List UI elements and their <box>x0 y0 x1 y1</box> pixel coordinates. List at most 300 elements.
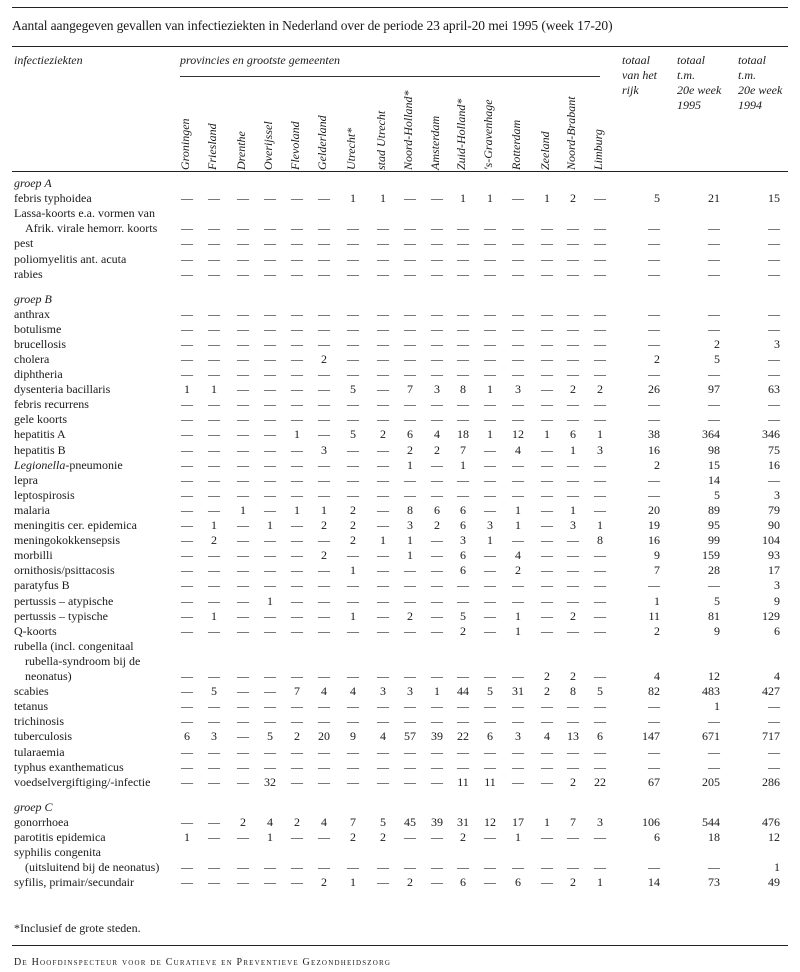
region-value-cell: — <box>318 669 330 683</box>
region-value-cell: — <box>484 397 496 412</box>
region-value-cell: — <box>377 518 389 532</box>
region-value-cell: — <box>291 623 303 638</box>
total-value-cell: — <box>768 714 780 729</box>
region-value-cell: — <box>347 251 359 266</box>
region-value-cell: 2 <box>380 427 386 442</box>
region-value-cell: — <box>594 251 606 266</box>
region-value-cell: — <box>181 251 193 266</box>
group-heading: groep B <box>14 291 52 306</box>
group-heading: groep A <box>14 176 52 190</box>
region-value-cell: — <box>181 744 193 759</box>
region-value-cell: — <box>318 427 330 442</box>
region-value-cell: — <box>318 397 330 412</box>
region-value-cell: — <box>181 457 193 472</box>
region-value-cell: — <box>512 487 524 502</box>
total-value-cell: 671 <box>702 729 720 744</box>
region-value-cell: — <box>431 487 443 502</box>
region-value-cell: — <box>208 191 220 206</box>
region-value-cell: — <box>541 367 553 381</box>
region-value-cell: 7 <box>407 382 413 397</box>
region-value-cell: — <box>347 623 359 638</box>
region-value-cell: — <box>431 563 443 578</box>
region-value-cell: 1 <box>487 533 493 548</box>
region-value-cell: — <box>208 759 220 774</box>
region-value-cell: — <box>181 533 193 548</box>
region-value-cell: — <box>208 669 220 683</box>
region-value-cell: 5 <box>597 684 603 699</box>
region-value-cell: 2 <box>294 729 300 744</box>
region-value-cell: — <box>404 860 416 875</box>
region-value-cell: — <box>264 191 276 206</box>
region-value-cell: 8 <box>407 502 413 517</box>
region-value-cell: 1 <box>544 191 550 206</box>
disease-label: anthrax <box>14 306 50 321</box>
region-value-cell: — <box>567 563 579 578</box>
region-value-cell: — <box>291 457 303 472</box>
total-value-cell: — <box>768 759 780 774</box>
region-value-cell: — <box>181 427 193 442</box>
region-value-cell: — <box>541 875 553 890</box>
region-value-cell: — <box>208 397 220 412</box>
region-value-cell: 1 <box>515 608 521 623</box>
total-value-cell: — <box>648 699 660 714</box>
region-value-cell: — <box>541 578 553 593</box>
totals-column-header-line: totaal <box>622 53 651 67</box>
region-value-cell: — <box>377 774 389 789</box>
provinces-underline <box>180 76 600 77</box>
total-value-cell: 7 <box>654 563 660 578</box>
region-value-cell: 6 <box>487 729 493 744</box>
region-value-cell: — <box>237 382 249 397</box>
table-row <box>0 252 800 267</box>
region-column-header <box>178 100 197 170</box>
region-value-cell: 8 <box>570 684 576 699</box>
region-value-cell: — <box>567 548 579 563</box>
region-value-cell: — <box>237 472 249 487</box>
total-value-cell: — <box>648 578 660 593</box>
region-value-cell: — <box>541 351 553 366</box>
region-value-cell: — <box>264 397 276 412</box>
total-value-cell: — <box>708 578 720 593</box>
region-value-cell: 45 <box>404 814 416 829</box>
total-value-cell: 6 <box>654 829 660 844</box>
region-value-cell: — <box>594 563 606 578</box>
region-value-cell: — <box>264 382 276 397</box>
region-value-cell: — <box>347 699 359 714</box>
region-label: Noord-Brabant <box>564 96 578 170</box>
region-value-cell: — <box>457 266 469 281</box>
total-value-cell: 483 <box>702 684 720 699</box>
region-value-cell: — <box>377 699 389 714</box>
region-column-header <box>481 99 500 170</box>
footer-text: De Hoofdinspecteur voor de Curatieve en Preventieve Gezondheidszorg <box>14 957 392 968</box>
region-value-cell: — <box>541 623 553 638</box>
disease-label: brucellosis <box>14 336 66 351</box>
disease-label: lepra <box>14 472 38 487</box>
region-value-cell: 2 <box>570 669 576 683</box>
region-value-cell: — <box>457 251 469 266</box>
region-value-cell: — <box>484 472 496 487</box>
region-value-cell: — <box>291 191 303 206</box>
total-value-cell: 6 <box>774 623 780 638</box>
total-value-cell: 82 <box>648 684 660 699</box>
region-value-cell: — <box>431 351 443 366</box>
region-value-cell: 6 <box>597 729 603 744</box>
region-value-cell: — <box>237 457 249 472</box>
disease-label: cholera <box>14 351 50 366</box>
region-value-cell: — <box>431 623 443 638</box>
total-value-cell: — <box>768 236 780 251</box>
total-value-cell: 28 <box>708 563 720 578</box>
region-label: Noord-Holland* <box>401 90 415 170</box>
region-value-cell: — <box>264 699 276 714</box>
total-value-cell: 129 <box>762 608 780 623</box>
group-heading-row <box>0 176 800 191</box>
region-value-cell: — <box>541 714 553 729</box>
region-value-cell: — <box>567 472 579 487</box>
region-value-cell: 1 <box>515 829 521 844</box>
table-row <box>0 236 800 251</box>
region-value-cell: — <box>484 548 496 563</box>
region-value-cell: — <box>404 351 416 366</box>
region-value-cell: — <box>404 714 416 729</box>
region-value-cell: — <box>484 457 496 472</box>
region-value-cell: — <box>181 548 193 563</box>
region-value-cell: — <box>264 744 276 759</box>
region-value-cell: 2 <box>380 829 386 844</box>
table-row <box>0 518 800 533</box>
region-value-cell: — <box>264 427 276 442</box>
region-value-cell: — <box>484 860 496 875</box>
region-value-cell: 22 <box>594 774 606 789</box>
region-value-cell: — <box>512 593 524 608</box>
region-label: 's-Gravenhage <box>481 99 495 170</box>
region-value-cell: 32 <box>264 774 276 789</box>
total-value-cell: 106 <box>642 814 660 829</box>
region-value-cell: — <box>484 487 496 502</box>
disease-label: Lassa-koorts e.a. vormen van <box>14 206 155 221</box>
total-value-cell: — <box>708 236 720 251</box>
total-value-cell: — <box>708 412 720 427</box>
table-row-label-line <box>0 654 800 669</box>
region-value-cell: — <box>208 457 220 472</box>
region-value-cell: — <box>594 623 606 638</box>
region-value-cell: 5 <box>267 729 273 744</box>
region-value-cell: — <box>208 875 220 890</box>
total-value-cell: 12 <box>768 829 780 844</box>
region-value-cell: — <box>457 236 469 251</box>
total-value-cell: 89 <box>708 502 720 517</box>
region-value-cell: — <box>377 236 389 251</box>
region-column-header <box>428 100 447 170</box>
total-value-cell: — <box>768 266 780 281</box>
region-value-cell: 6 <box>570 427 576 442</box>
region-value-cell: — <box>484 744 496 759</box>
group-heading: groep C <box>14 799 53 814</box>
region-value-cell: — <box>181 442 193 457</box>
region-value-cell: — <box>208 412 220 427</box>
region-value-cell: 1 <box>184 382 190 397</box>
region-value-cell: — <box>541 744 553 759</box>
table-row <box>0 367 800 382</box>
region-value-cell: — <box>457 321 469 336</box>
region-value-cell: 2 <box>321 548 327 563</box>
disease-label: scabies <box>14 684 49 699</box>
table-row <box>0 221 800 236</box>
region-value-cell: — <box>594 412 606 427</box>
region-value-cell: — <box>291 578 303 593</box>
region-value-cell: — <box>237 442 249 457</box>
region-column-header <box>261 100 280 170</box>
region-value-cell: — <box>181 774 193 789</box>
region-value-cell: 2 <box>544 669 550 683</box>
region-value-cell: 2 <box>350 518 356 532</box>
region-value-cell: 1 <box>487 427 493 442</box>
total-value-cell: 16 <box>648 533 660 548</box>
region-value-cell: — <box>541 442 553 457</box>
table-row <box>0 533 800 548</box>
region-value-cell: 31 <box>512 684 524 699</box>
region-value-cell: — <box>318 221 330 236</box>
region-value-cell: 18 <box>457 427 469 442</box>
total-value-cell: — <box>648 251 660 266</box>
region-value-cell: — <box>181 412 193 427</box>
region-value-cell: — <box>347 351 359 366</box>
region-value-cell: — <box>377 623 389 638</box>
region-value-cell: 6 <box>460 548 466 563</box>
region-value-cell: — <box>431 191 443 206</box>
region-value-cell: 3 <box>597 814 603 829</box>
region-value-cell: — <box>594 860 606 875</box>
region-value-cell: — <box>347 714 359 729</box>
region-value-cell: — <box>404 744 416 759</box>
total-value-cell: 17 <box>768 563 780 578</box>
total-value-cell: 346 <box>762 427 780 442</box>
region-value-cell: 1 <box>544 427 550 442</box>
region-value-cell: 2 <box>321 351 327 366</box>
region-value-cell: — <box>377 266 389 281</box>
region-value-cell: — <box>484 502 496 517</box>
total-value-cell: 75 <box>768 442 780 457</box>
region-value-cell: — <box>208 367 220 381</box>
region-value-cell: 5 <box>211 684 217 699</box>
region-value-cell: 1 <box>515 518 521 532</box>
region-value-cell: — <box>208 306 220 321</box>
disease-label: pertussis – typische <box>14 608 108 623</box>
region-value-cell: — <box>347 412 359 427</box>
region-value-cell: — <box>431 744 443 759</box>
region-value-cell: 2 <box>570 774 576 789</box>
region-value-cell: — <box>181 578 193 593</box>
region-value-cell: — <box>237 608 249 623</box>
total-value-cell: 9 <box>714 623 720 638</box>
region-value-cell: — <box>237 729 249 744</box>
region-value-cell: — <box>404 191 416 206</box>
region-value-cell: — <box>237 306 249 321</box>
region-value-cell: — <box>291 699 303 714</box>
total-value-cell: — <box>648 714 660 729</box>
disease-label: tuberculosis <box>14 729 72 744</box>
region-value-cell: — <box>431 306 443 321</box>
region-value-cell: 44 <box>457 684 469 699</box>
region-value-cell: — <box>318 578 330 593</box>
region-value-cell: — <box>347 442 359 457</box>
region-value-cell: — <box>208 427 220 442</box>
region-column-header <box>288 100 307 170</box>
table-row <box>0 775 800 790</box>
region-value-cell: 11 <box>484 774 496 789</box>
region-value-cell: — <box>512 367 524 381</box>
total-value-cell: — <box>708 266 720 281</box>
region-value-cell: — <box>181 860 193 875</box>
region-value-cell: — <box>512 351 524 366</box>
total-value-cell: 5 <box>714 593 720 608</box>
region-value-cell: — <box>541 336 553 351</box>
region-column-header <box>454 98 473 170</box>
region-value-cell: — <box>377 669 389 683</box>
region-value-cell: — <box>567 336 579 351</box>
total-value-cell: 93 <box>768 548 780 563</box>
region-value-cell: — <box>264 306 276 321</box>
region-value-cell: — <box>318 829 330 844</box>
region-value-cell: — <box>457 351 469 366</box>
region-value-cell: — <box>377 487 389 502</box>
table-row <box>0 503 800 518</box>
region-label: Rotterdam <box>509 119 523 170</box>
region-value-cell: — <box>431 251 443 266</box>
region-value-cell: — <box>484 221 496 236</box>
region-column-header <box>564 96 583 170</box>
region-value-cell: — <box>237 774 249 789</box>
region-value-cell: — <box>291 548 303 563</box>
region-value-cell: 2 <box>460 829 466 844</box>
region-value-cell: — <box>318 382 330 397</box>
region-value-cell: — <box>237 251 249 266</box>
region-value-cell: 1 <box>380 533 386 548</box>
region-value-cell: — <box>404 306 416 321</box>
region-value-cell: 13 <box>567 729 579 744</box>
disease-column-header: infectieziekten <box>14 53 83 67</box>
total-value-cell: — <box>708 321 720 336</box>
total-value-cell: — <box>768 472 780 487</box>
table-row <box>0 699 800 714</box>
region-value-cell: 2 <box>434 442 440 457</box>
region-value-cell: — <box>594 266 606 281</box>
region-value-cell: — <box>347 548 359 563</box>
region-value-cell: — <box>291 221 303 236</box>
region-value-cell: — <box>594 578 606 593</box>
region-value-cell: — <box>181 814 193 829</box>
region-value-cell: 2 <box>321 875 327 890</box>
region-value-cell: — <box>264 875 276 890</box>
region-value-cell: — <box>181 351 193 366</box>
region-value-cell: — <box>567 412 579 427</box>
region-value-cell: 39 <box>431 814 443 829</box>
region-value-cell: — <box>291 744 303 759</box>
region-value-cell: 1 <box>570 442 576 457</box>
region-value-cell: — <box>404 829 416 844</box>
region-value-cell: 2 <box>350 829 356 844</box>
region-value-cell: — <box>377 412 389 427</box>
region-value-cell: — <box>347 457 359 472</box>
region-value-cell: 2 <box>597 382 603 397</box>
region-value-cell: 9 <box>350 729 356 744</box>
total-value-cell: 4 <box>774 669 780 683</box>
region-value-cell: 4 <box>515 548 521 563</box>
region-value-cell: — <box>594 351 606 366</box>
total-value-cell: 544 <box>702 814 720 829</box>
region-value-cell: — <box>567 306 579 321</box>
region-value-cell: 2 <box>407 875 413 890</box>
region-value-cell: 2 <box>570 191 576 206</box>
region-label: Drenthe <box>234 131 248 170</box>
region-value-cell: — <box>181 714 193 729</box>
region-value-cell: — <box>318 367 330 381</box>
region-value-cell: — <box>291 306 303 321</box>
region-value-cell: 3 <box>211 729 217 744</box>
region-value-cell: — <box>594 367 606 381</box>
total-value-cell: 2 <box>654 623 660 638</box>
header-bottom-rule <box>12 171 788 172</box>
region-value-cell: — <box>512 699 524 714</box>
region-value-cell: — <box>431 266 443 281</box>
table-row <box>0 760 800 775</box>
region-value-cell: — <box>594 548 606 563</box>
region-value-cell: 5 <box>350 382 356 397</box>
region-value-cell: — <box>377 367 389 381</box>
disease-label <box>14 458 123 473</box>
region-value-cell: 1 <box>350 191 356 206</box>
region-value-cell: — <box>237 829 249 844</box>
total-value-cell: — <box>708 221 720 236</box>
region-value-cell: — <box>404 669 416 683</box>
region-value-cell: — <box>594 669 606 683</box>
region-value-cell: — <box>377 608 389 623</box>
region-value-cell: — <box>541 472 553 487</box>
table-row-label-line <box>0 639 800 654</box>
region-value-cell: 1 <box>380 191 386 206</box>
region-value-cell: — <box>237 427 249 442</box>
region-value-cell: — <box>567 578 579 593</box>
table-row <box>0 337 800 352</box>
region-value-cell: — <box>347 860 359 875</box>
region-value-cell: — <box>208 814 220 829</box>
region-value-cell: — <box>318 623 330 638</box>
region-value-cell: — <box>431 548 443 563</box>
region-value-cell: — <box>237 236 249 251</box>
disease-label: syphilis congenita <box>14 844 101 859</box>
region-column-header <box>509 100 528 170</box>
region-value-cell: — <box>541 533 553 548</box>
disease-label: morbilli <box>14 548 53 563</box>
region-value-cell: — <box>377 472 389 487</box>
region-value-cell: 1 <box>434 684 440 699</box>
region-value-cell: — <box>181 367 193 381</box>
region-value-cell: — <box>237 518 249 532</box>
region-value-cell: 5 <box>487 684 493 699</box>
region-value-cell: — <box>484 623 496 638</box>
table-row <box>0 307 800 322</box>
region-value-cell: — <box>484 351 496 366</box>
total-value-cell: 476 <box>762 814 780 829</box>
region-value-cell: 1 <box>294 502 300 517</box>
region-value-cell: 5 <box>460 608 466 623</box>
region-value-cell: 3 <box>515 729 521 744</box>
totals-column-header-line: totaal <box>738 53 767 67</box>
region-value-cell: — <box>377 502 389 517</box>
region-value-cell: — <box>541 548 553 563</box>
region-value-cell: — <box>291 829 303 844</box>
